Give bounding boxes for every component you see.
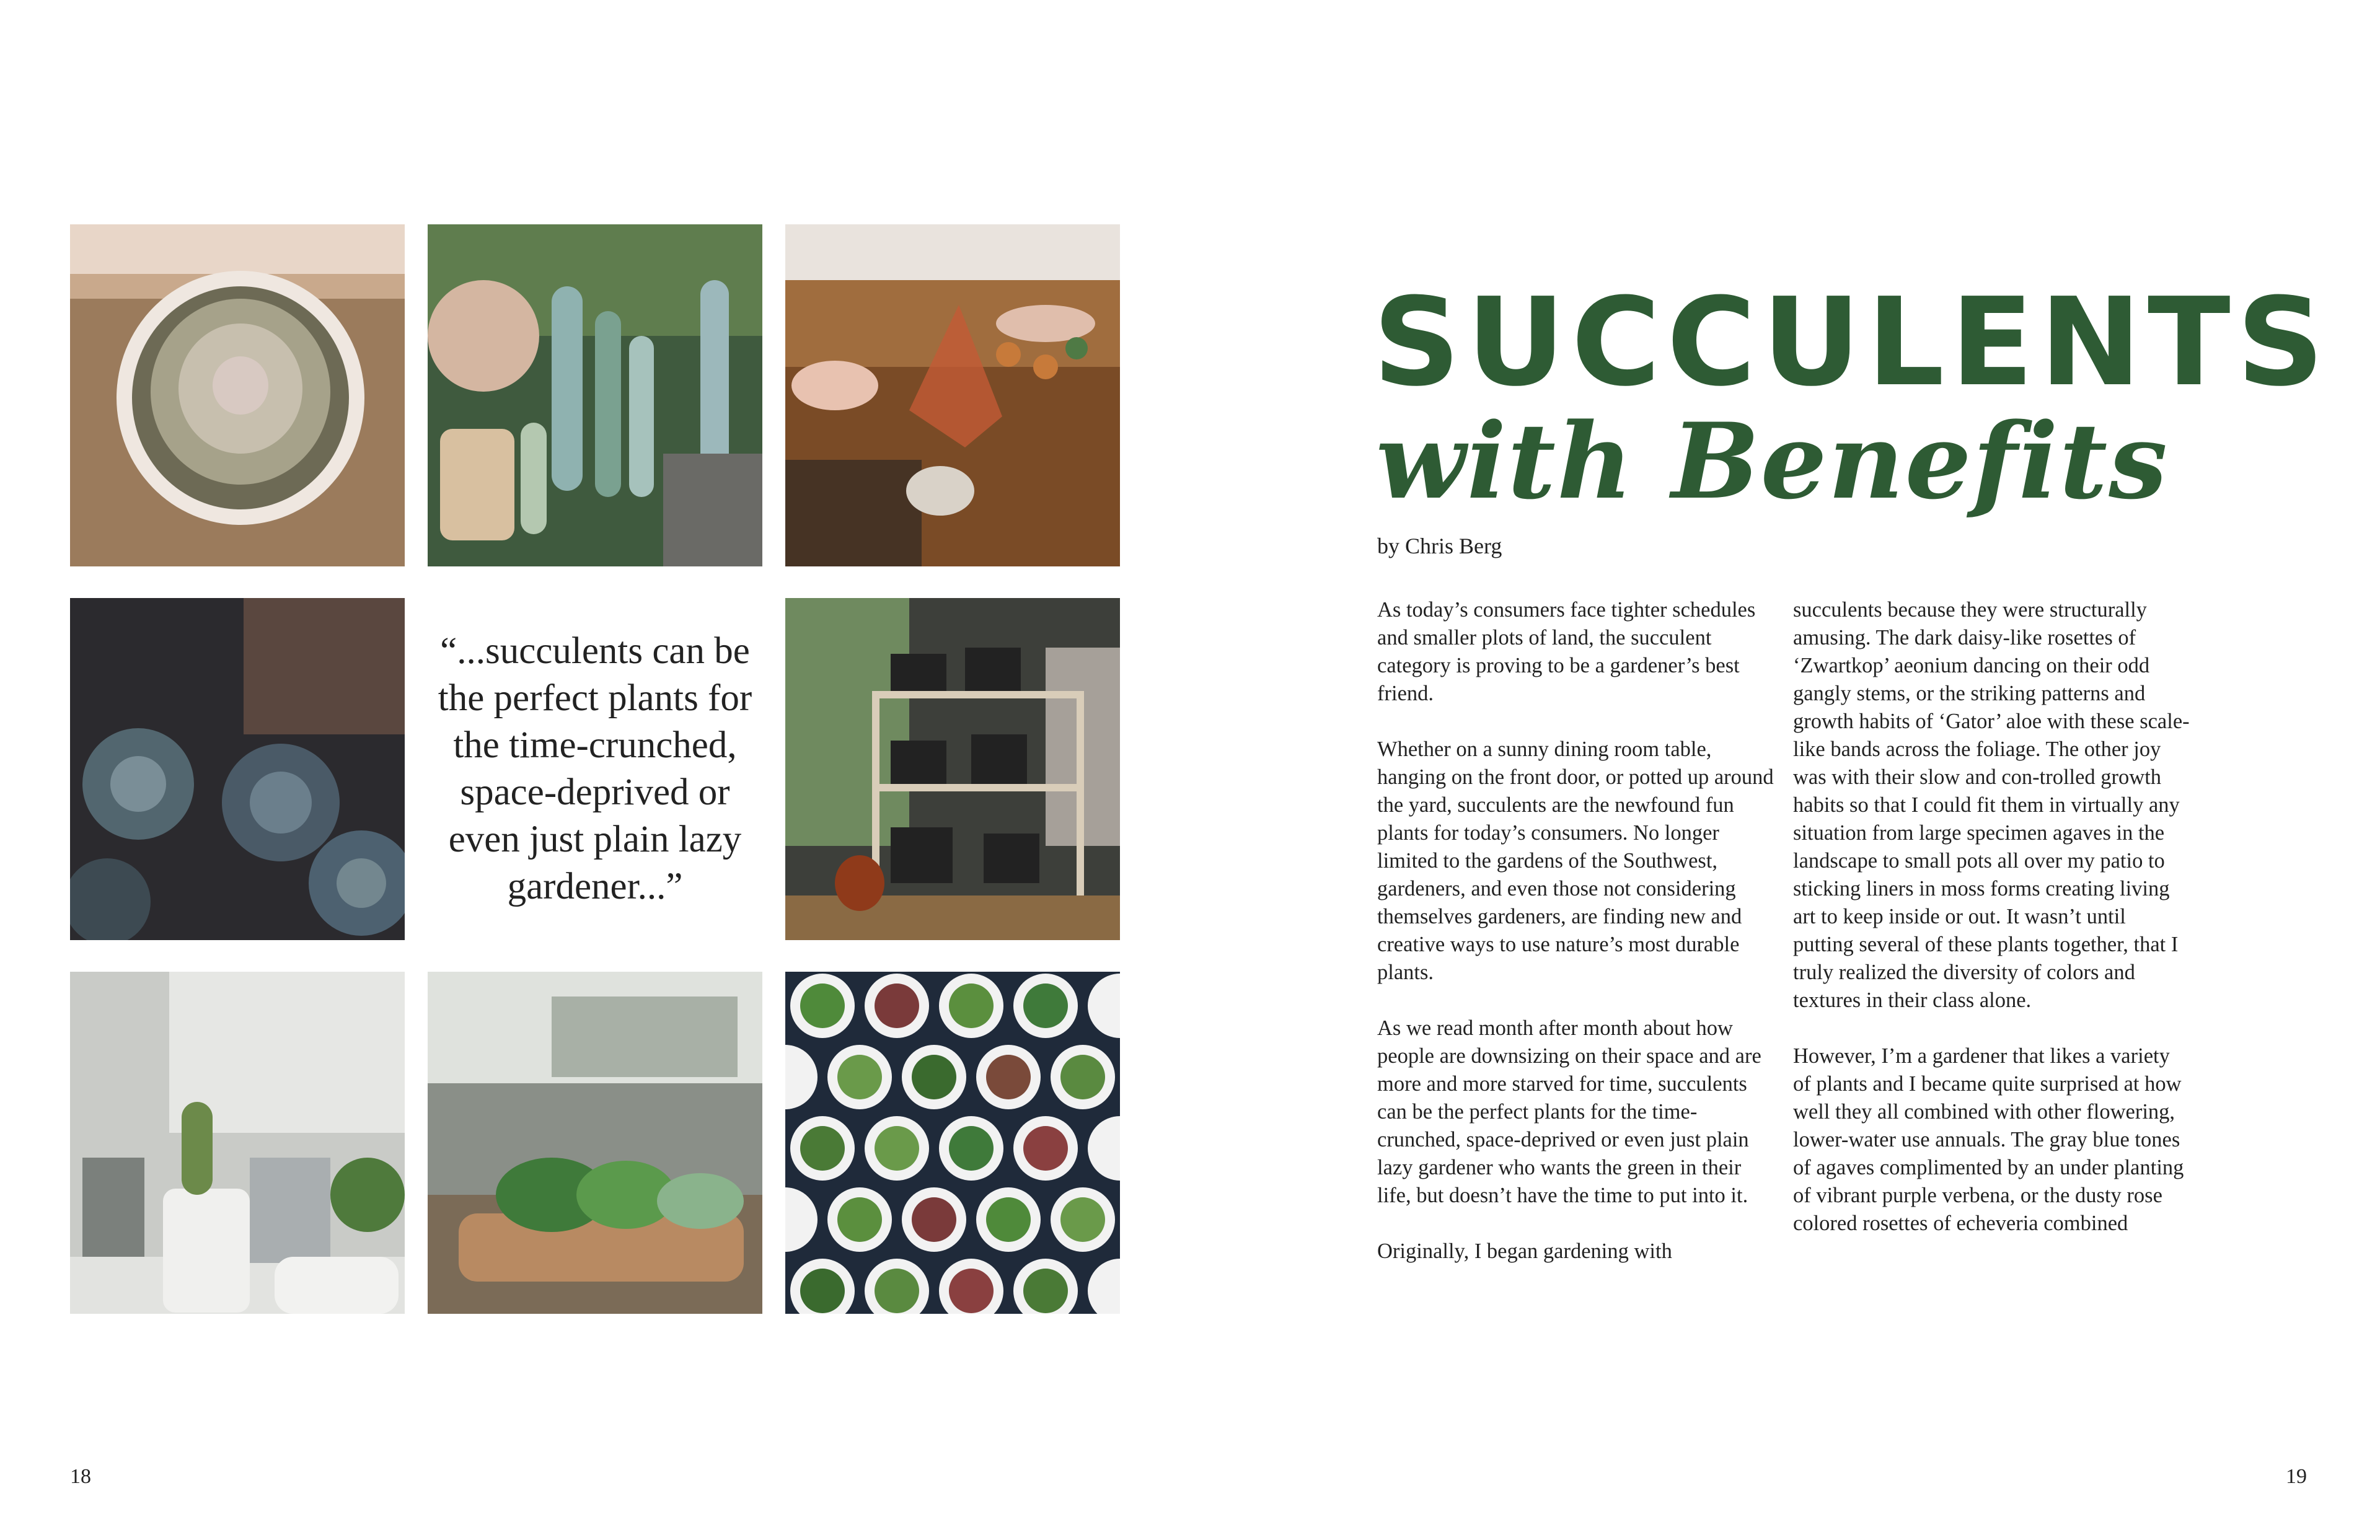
photo-log-planter (428, 972, 762, 1314)
paragraph: succulents because they were structurally amusing. The dark daisy-like rosettes of ‘Zwartkop’ aeonium dancing on their odd gangly stems, or the striking patterns and growth habits of ‘Gator’ aloe with these scale-like bands across the foliage. The other joy was with their slow and con-trolled growth habits so that I could fit them in virtually any situation from large specimen agaves in the landscape to small pots all over my patio to sticking liners in moss forms creating living art to keep inside or out. It wasn’t until putting several of these plants together, that I truly realized the diversity of colors and textures in their class alone. (1793, 598, 2190, 1012)
photo-columnar-cacti (428, 224, 762, 566)
article-byline: by Chris Berg (1377, 534, 1502, 558)
photo-echeveria-rosettes (70, 598, 405, 940)
article-column-1 (1377, 596, 1774, 1293)
article-title: SUCCULENTS (1373, 272, 2330, 413)
photo-windowsill-pots (70, 972, 405, 1314)
pull-quote: “...succulents can be the perfect plants for the time-crunched, space-deprived or even just plain lazy gardener...” (438, 630, 752, 907)
photo-terrarium-workshop (785, 224, 1120, 566)
paragraph: Originally, I began gardening with (1377, 1239, 1672, 1263)
photo-plant-shelf (785, 598, 1120, 940)
paragraph: As today’s consumers face tighter schedules and smaller plots of land, the succulent category is proving to be a gardener’s best friend. (1377, 598, 1756, 705)
article-subtitle: with Benefits (1376, 400, 2169, 522)
paragraph: As we read month after month about how people are downsizing on their space and are more and more starved for time, succulents can be the perfect plants for the time-crunched, space-deprived or even just plain lazy gardener who wants the green in their life, but doesn’t have the time to put into it. (1377, 1016, 1761, 1207)
page-number-right: 19 (2286, 1465, 2307, 1488)
paragraph: Whether on a sunny dining room table, hanging on the front door, or potted up around the yard, succulents are the newfound fun plants for today’s consumers. No longer limited to the gardens of the Southwest, gardeners, and even those not considering themselves gardeners, are finding new and creative ways to use nature’s most durable plants. (1377, 737, 1774, 984)
photo-barrel-cactus (70, 224, 405, 566)
article-column-2 (1793, 596, 2190, 1265)
page-number-left: 18 (70, 1465, 91, 1488)
paragraph: However, I’m a gardener that likes a variety of plants and I became quite surprised at how well they all combined with other flowering, lower-water use annuals. The gray blue tones of agaves complimented by an under planting of vibrant purple verbena, or the dusty rose colored rosettes of echeveria combined (1793, 1044, 2184, 1235)
photo-potted-hens-and-chicks (785, 972, 1120, 1314)
